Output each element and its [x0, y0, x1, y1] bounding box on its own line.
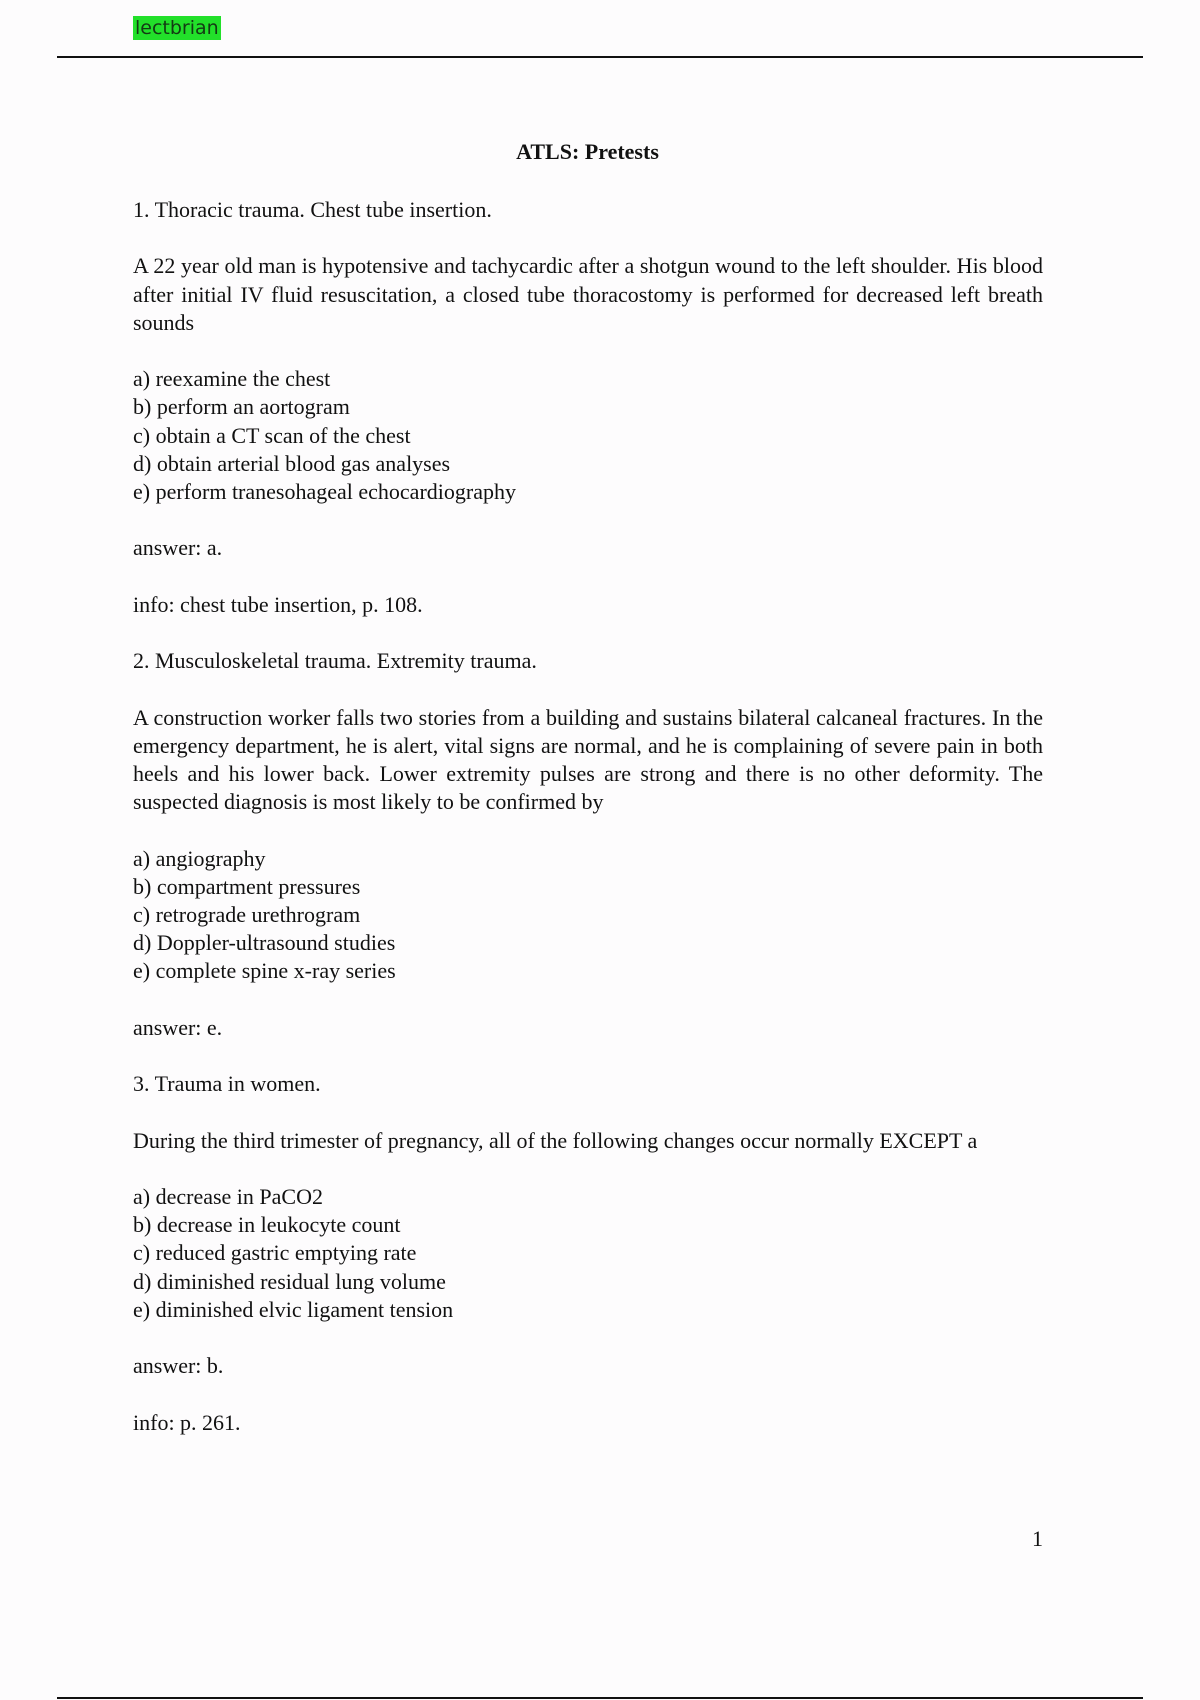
- question-stem: A construction worker falls two stories from a building and sustains bilateral calcaneal fractures. In the emergency department, he is alert, vital signs are normal, and he is complaining of severe pain in both heels and his lower back. Lower extremity pulses are strong and there is no other deformity. The suspected diagnosis is most likely to be confirmed by: [133, 704, 1043, 815]
- answer-line: answer: b.: [133, 1353, 224, 1379]
- page-number: 1: [1032, 1526, 1043, 1551]
- answer-option: b) compartment pressures: [133, 873, 361, 899]
- answer-option: e) diminished elvic ligament tension: [133, 1296, 454, 1322]
- answer-line: answer: a.: [133, 535, 223, 561]
- answer-option: c) reduced gastric emptying rate: [133, 1240, 417, 1266]
- answer-option: a) angiography: [133, 845, 266, 871]
- answer-options: [133, 365, 1043, 506]
- answer-option: d) diminished residual lung volume: [133, 1268, 446, 1294]
- answer-option: e) perform tranesohageal echocardiography: [133, 479, 516, 504]
- answer-line: answer: e.: [133, 1014, 223, 1040]
- question-heading: 2. Musculoskeletal trauma. Extremity trauma.: [133, 648, 537, 674]
- answer-option: b) perform an aortogram: [133, 394, 350, 420]
- header-divider: [57, 56, 1143, 58]
- answer-option: c) obtain a CT scan of the chest: [133, 422, 411, 448]
- answer-option: b) decrease in leukocyte count: [133, 1212, 401, 1238]
- answer-option: e) complete spine x-ray series: [133, 958, 396, 984]
- answer-option: d) obtain arterial blood gas analyses: [133, 450, 451, 476]
- header-tag: lectbrian: [135, 17, 219, 39]
- document-title: ATLS: Pretests: [516, 139, 659, 164]
- info-line: info: chest tube insertion, p. 108.: [133, 591, 423, 617]
- answer-option: a) reexamine the chest: [133, 366, 331, 392]
- question-stem: During the third trimester of pregnancy, all of the following changes occur normally EXCEPT a: [133, 1127, 978, 1153]
- answer-option: c) retrograde urethrogram: [133, 901, 361, 927]
- question-heading: 3. Trauma in women.: [133, 1071, 321, 1097]
- info-line: info: p. 261.: [133, 1409, 241, 1435]
- document-body: [133, 196, 1043, 1465]
- answer-options: [133, 845, 1043, 986]
- question-heading: 1. Thoracic trauma. Chest tube insertion.: [133, 197, 492, 222]
- footer-divider: [57, 1697, 1143, 1699]
- answer-option: d) Doppler-ultrasound studies: [133, 930, 396, 956]
- answer-options: [133, 1183, 1043, 1324]
- answer-option: a) decrease in PaCO2: [133, 1183, 323, 1209]
- question-stem: A 22 year old man is hypotensive and tachycardic after a shotgun wound to the left shoulder. His blood after initial IV fluid resuscitation, a closed tube thoracostomy is performed for decreased left breath sounds: [133, 253, 1043, 335]
